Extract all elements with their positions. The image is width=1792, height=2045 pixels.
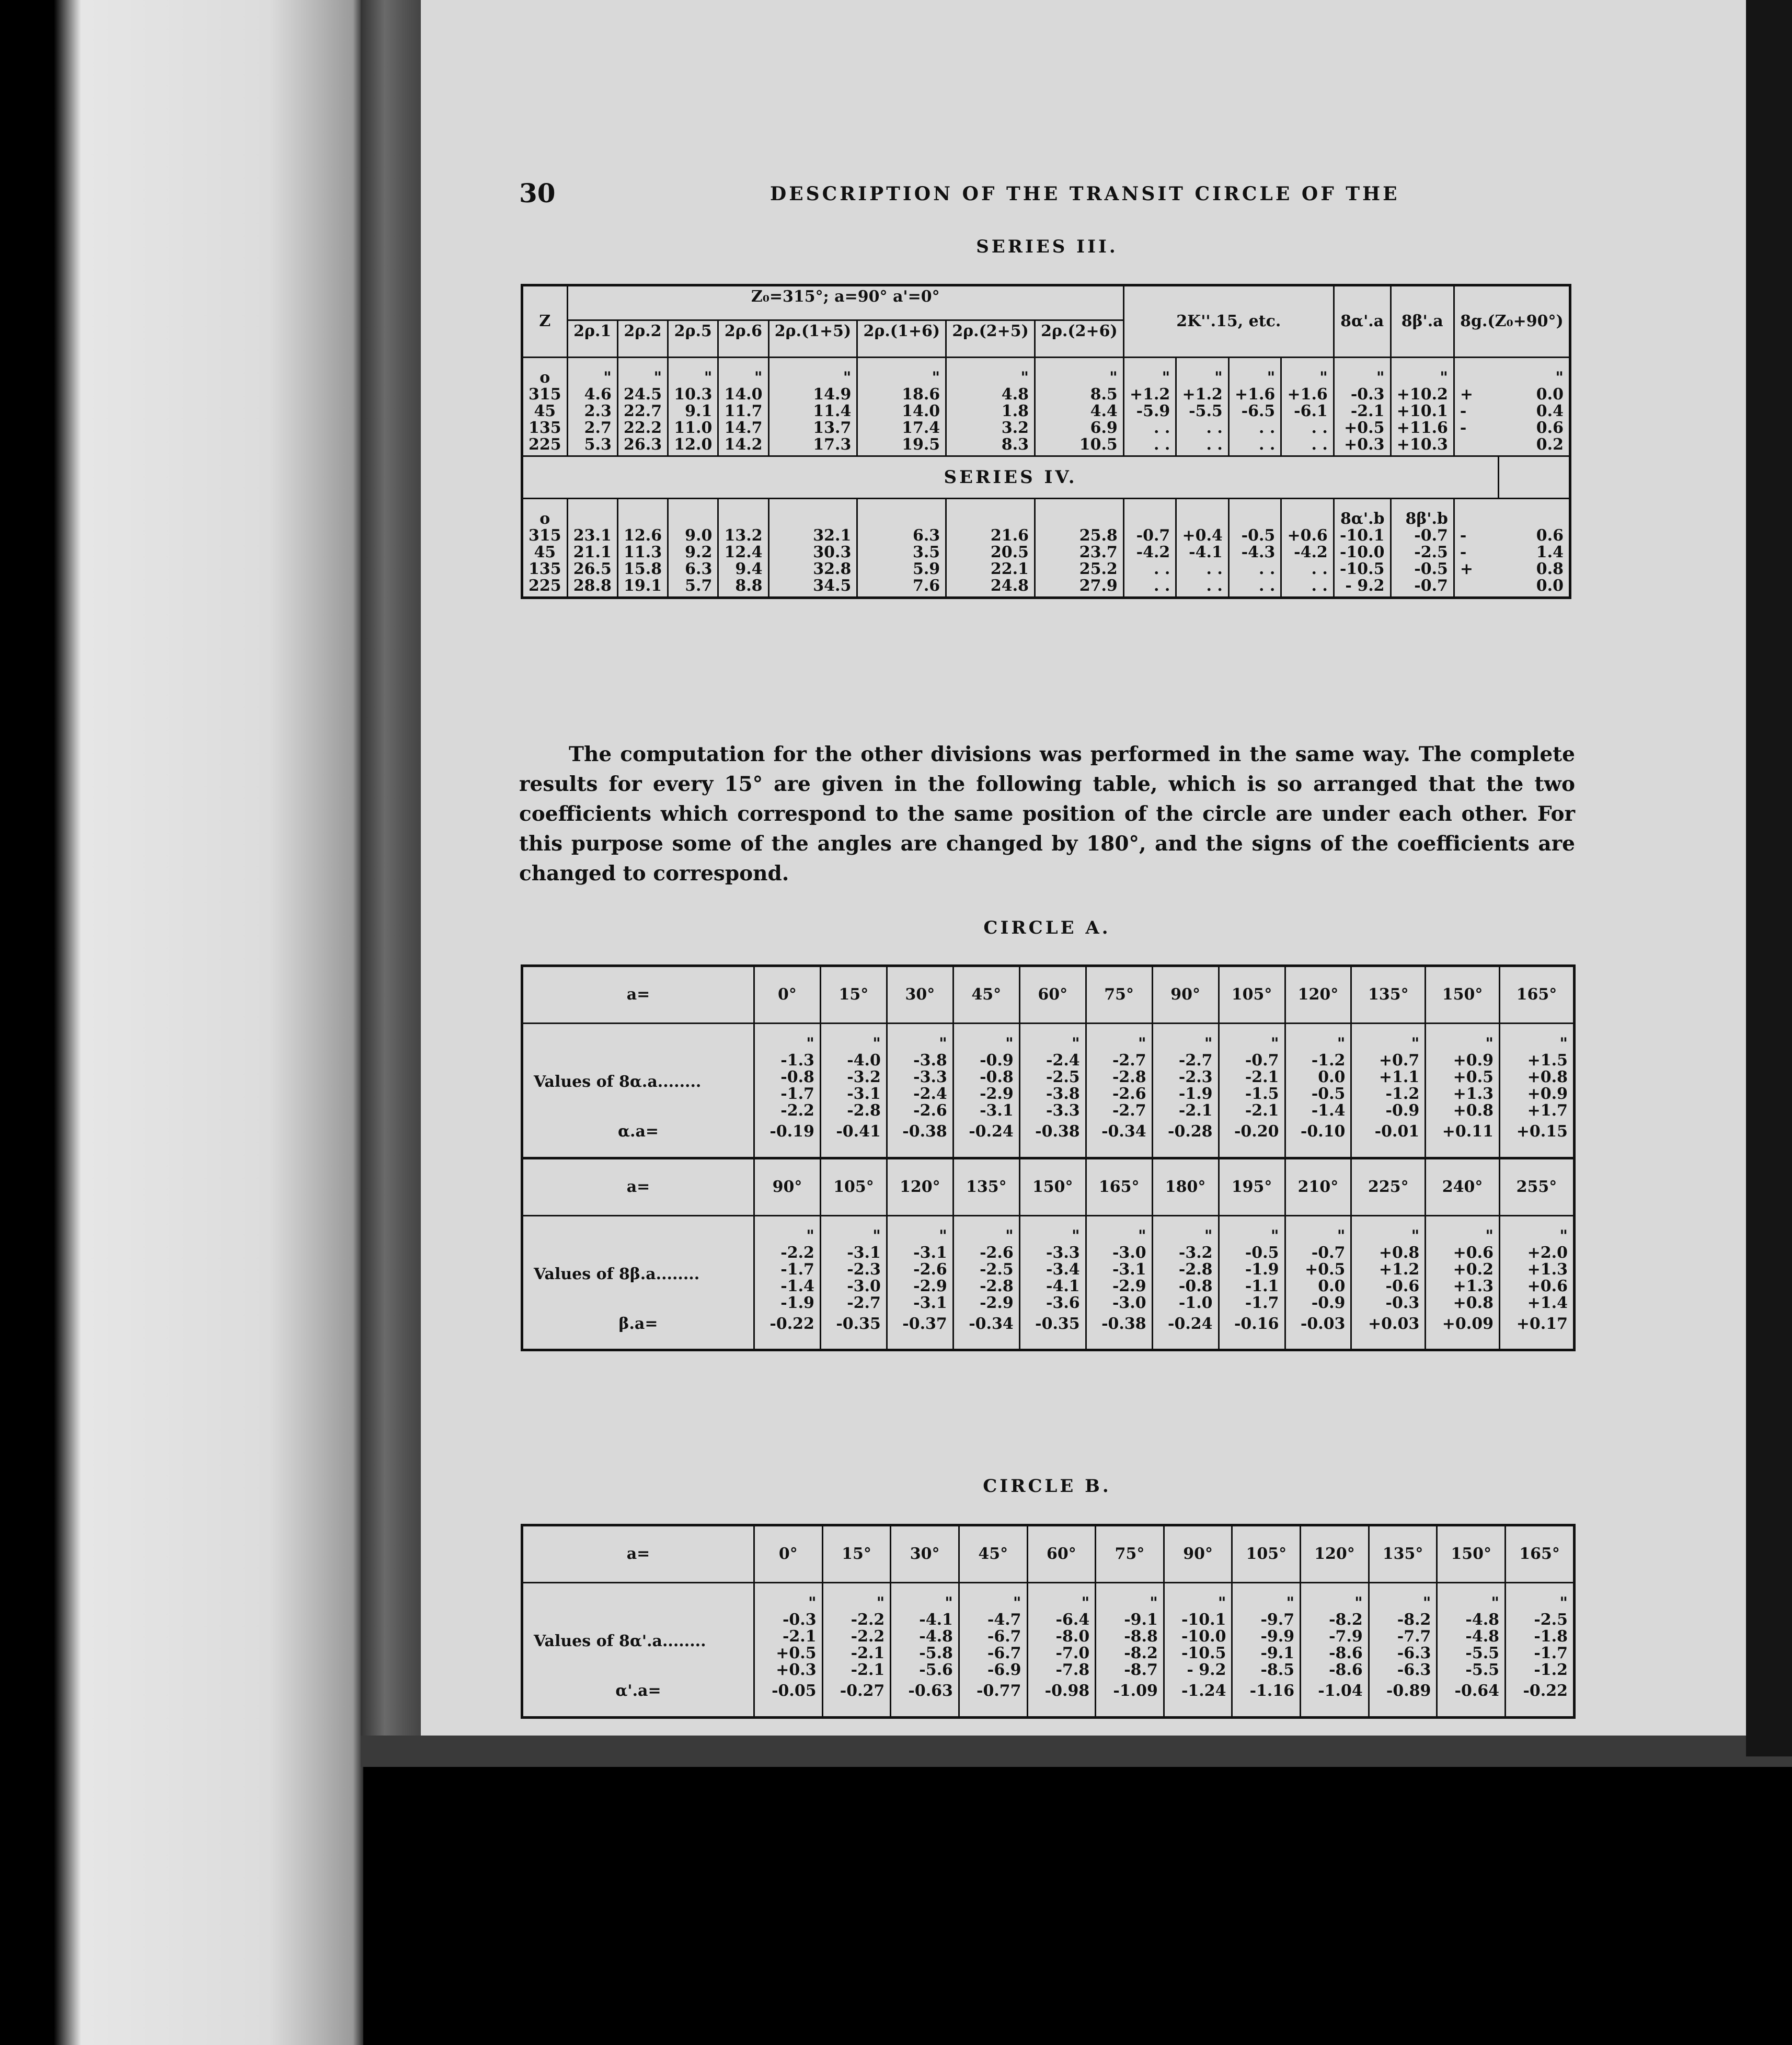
angle-row [522,1525,1575,1583]
mean-cell: -0.22 [754,1314,821,1350]
body-paragraph [519,740,1575,889]
mean-cell: +0.15 [1499,1121,1574,1158]
mean-cell: -0.89 [1369,1681,1437,1717]
mean-cell: -0.24 [953,1121,1019,1158]
unit-mark: " [1555,369,1564,387]
circle-a-table [521,964,1576,1351]
angle: 255° [1499,1158,1574,1215]
value-cell: " -0.5 -1.9 -1.1 -1.7 [1219,1215,1285,1314]
unit-mark: o [539,369,550,387]
angle: 45° [959,1525,1027,1583]
b8-cell [1391,358,1454,456]
angle: 240° [1426,1158,1500,1215]
values-label: Values of 8α.a........ [522,1024,754,1122]
series3-table [521,284,1571,599]
angle: 120° [1301,1525,1369,1583]
value-cell: " -4.0 -3.2 -3.1 -2.8 [820,1024,887,1122]
values-label: Values of 8β.a........ [522,1215,754,1314]
paragraph-text: The computation for the other divisions was performed in the same way. The complete results for every 15° are given in the following table, which is so arranged that the two coefficients which correspond to the same position of the circle are under each other. For this purpose some of the angles are changed by 180°, and the signs of the coefficients are changed to correspond. [519,742,1575,886]
angle: 135° [1369,1525,1437,1583]
value: -0.3 -2.1 +0.5 +0.3 [1344,385,1385,454]
value-cell: " -4.1 -4.8 -5.8 -5.6 [891,1583,959,1681]
unit-mark: " [754,369,763,387]
angle: 90° [1152,966,1219,1024]
angle: 30° [887,966,953,1024]
value-cell: " -2.7 -2.3 -1.9 -2.1 [1152,1024,1219,1122]
value-cell: " -2.6 -2.5 -2.8 -2.9 [953,1215,1019,1314]
mean-cell: -0.35 [1019,1314,1086,1350]
mean-cell: -0.41 [820,1121,887,1158]
angle: 135° [953,1158,1019,1215]
unit-mark: " [1214,369,1223,387]
value-cell: " +0.7 +1.1 -1.2 -0.9 [1351,1024,1426,1122]
data-cell [718,358,768,456]
z-cell: 315 45 135 225 [529,385,561,454]
z-values [522,358,568,456]
data-cell [857,358,946,456]
angle: 180° [1152,1158,1219,1215]
g8-cell [1499,358,1570,456]
value-cell: " -10.1 -10.0 -10.5 - 9.2 [1164,1583,1232,1681]
mean-cell: -1.04 [1301,1681,1369,1717]
series3-group-header: Z₀=315°; a=90° a'=0° [567,285,1123,320]
angle: 165° [1506,1525,1575,1583]
data-cell [668,358,718,456]
unit-mark: " [1376,369,1385,387]
mean-cell: -0.34 [1086,1121,1152,1158]
value-cell: " +1.5 +0.8 +0.9 +1.7 [1499,1024,1574,1122]
mean-cell: -0.05 [754,1681,823,1717]
angle: 150° [1426,966,1500,1024]
value: 14.0 11.7 14.7 14.2 [724,385,763,454]
data-cell: 32.1 30.3 32.8 34.5 [768,499,857,598]
angle: 150° [1019,1158,1086,1215]
unit-mark: " [603,369,612,387]
unit-mark: " [1109,369,1118,387]
mean-cell: -0.77 [959,1681,1027,1717]
a8-cell [1334,358,1391,456]
value-cell: " -8.2 -7.9 -8.6 -8.6 [1301,1583,1369,1681]
scan-edge [1746,0,1792,1756]
k-cell [1123,358,1176,456]
circle-a-caption: CIRCLE A. [983,917,1111,938]
mean-cell: +0.03 [1351,1314,1426,1350]
g8-sign-cell: + - - [1454,358,1498,456]
value-cell: " -3.1 -2.6 -2.9 -3.1 [887,1215,953,1314]
angle: 165° [1086,1158,1152,1215]
mean-label: β.a= [522,1314,754,1350]
angle: 60° [1027,1525,1096,1583]
angle: 105° [820,1158,887,1215]
value-cell: " -0.3 -2.1 +0.5 +0.3 [754,1583,823,1681]
unit-mark: " [1020,369,1029,387]
k-header: 2K''.15, etc. [1123,285,1334,358]
g8-cell: 0.6 1.4 0.8 0.0 [1499,499,1570,598]
mean-cell: -1.09 [1096,1681,1164,1717]
angle: 75° [1096,1525,1164,1583]
mean-cell: -0.38 [1086,1314,1152,1350]
unit-mark: " [1319,369,1328,387]
mean-cell: -0.27 [822,1681,891,1717]
col-header: 2ρ.1 [567,320,617,358]
z-header: Z [522,285,568,358]
angle: 0° [754,1525,823,1583]
value: 14.9 11.4 13.7 17.3 [813,385,852,454]
mean-cell: -0.37 [887,1314,953,1350]
unit-mark: " [1267,369,1276,387]
series4-data-row [522,499,1570,598]
g8-sign-cell: - - + [1454,499,1498,598]
value-cell: " -1.3 -0.8 -1.7 -2.2 [754,1024,821,1122]
book-gutter [361,0,421,1746]
angle: 45° [953,966,1019,1024]
angle-row-2 [522,1158,1575,1215]
col-header: 2ρ.(1+6) [857,320,946,358]
data-cell [768,358,857,456]
mean-cell: +0.11 [1426,1121,1500,1158]
col-8a-header: 8α'.a [1334,285,1391,358]
data-cell [567,358,617,456]
value-cell: " +2.0 +1.3 +0.6 +1.4 [1499,1215,1574,1314]
value-cell: " -4.8 -4.8 -5.5 -5.5 [1437,1583,1506,1681]
mean-label: α'.a= [522,1681,754,1717]
angle: 135° [1351,966,1426,1024]
angle: 15° [822,1525,891,1583]
data-cell: 21.6 20.5 22.1 24.8 [946,499,1035,598]
mean-row-2 [522,1314,1575,1350]
angle: 15° [820,966,887,1024]
mean-cell: -0.24 [1152,1314,1219,1350]
value-cell: " -0.7 +0.5 0.0 -0.9 [1285,1215,1351,1314]
value: 24.5 22.7 22.2 26.3 [624,385,662,454]
circle-b-table [521,1524,1576,1719]
k-cell: +0.6 -4.2 . . . . [1281,499,1334,598]
col-8b-header: 8β'.a [1391,285,1454,358]
angle: 120° [1285,966,1351,1024]
value: +1.2 -5.5 . . . . [1182,385,1223,454]
value: 4.8 1.8 3.2 8.3 [1001,385,1029,454]
value-cell: " -8.2 -7.7 -6.3 -6.3 [1369,1583,1437,1681]
mean-cell: -1.24 [1164,1681,1232,1717]
k-cell [1228,358,1281,456]
a-label: a= [522,1158,754,1215]
data-cell: 25.8 23.7 25.2 27.9 [1035,499,1124,598]
value-cell: " -9.1 -8.8 -8.2 -8.7 [1096,1583,1164,1681]
mean-cell: -0.19 [754,1121,821,1158]
running-head: DESCRIPTION OF THE TRANSIT CIRCLE OF THE [770,183,1400,205]
value-cell: " -3.3 -3.4 -4.1 -3.6 [1019,1215,1086,1314]
angle: 75° [1086,966,1152,1024]
angle: 60° [1019,966,1086,1024]
mean-cell: -0.01 [1351,1121,1426,1158]
series3-caption: SERIES III. [976,236,1118,257]
value-cell: " -3.0 -3.1 -2.9 -3.0 [1086,1215,1152,1314]
a-label: a= [522,966,754,1024]
value: +1.2 -5.9 . . . . [1129,385,1170,454]
value-cell: " -0.9 -0.8 -2.9 -3.1 [953,1024,1019,1122]
z-values: o 315 45 135 225 [522,499,568,598]
data-cell: 6.3 3.5 5.9 7.6 [857,499,946,598]
k-cell [1176,358,1229,456]
value-cell: " -2.5 -1.8 -1.7 -1.2 [1506,1583,1575,1681]
values-label: Values of 8α'.a........ [522,1583,754,1681]
angle: 165° [1499,966,1574,1024]
angle: 0° [754,966,821,1024]
value-cell: " +0.8 +1.2 -0.6 -0.3 [1351,1215,1426,1314]
unit-mark: " [843,369,852,387]
col-header: 2ρ.(2+6) [1035,320,1124,358]
b8-cell: 8β'.b -0.7 -2.5 -0.5 -0.7 [1391,499,1454,598]
data-cell [946,358,1035,456]
data-cell [1035,358,1124,456]
value-cell: " -2.2 -2.2 -2.1 -2.1 [822,1583,891,1681]
angle: 120° [887,1158,953,1215]
angle: 105° [1232,1525,1301,1583]
mean-row-1 [522,1121,1575,1158]
data-cell: 9.0 9.2 6.3 5.7 [668,499,718,598]
unit-mark: " [704,369,713,387]
mean-cell: -0.20 [1219,1121,1285,1158]
angle: 90° [754,1158,821,1215]
mean-row [522,1681,1575,1717]
data-cell [617,358,668,456]
angle-row-1 [522,966,1575,1024]
value-cell: " -3.8 -3.3 -2.4 -2.6 [887,1024,953,1122]
data-cell: 12.6 11.3 15.8 19.1 [617,499,668,598]
value-cell: " -0.7 -2.1 -1.5 -2.1 [1219,1024,1285,1122]
mean-cell: -0.03 [1285,1314,1351,1350]
value: 8.5 4.4 6.9 10.5 [1079,385,1118,454]
a8-cell: 8α'.b -10.1 -10.0 -10.5 - 9.2 [1334,499,1391,598]
k-cell: +0.4 -4.1 . . . . [1176,499,1229,598]
mean-cell: -0.28 [1152,1121,1219,1158]
value: 10.3 9.1 11.0 12.0 [674,385,713,454]
angle: 30° [891,1525,959,1583]
value-cell: " -2.4 -2.5 -3.8 -3.3 [1019,1024,1086,1122]
mean-cell: -0.64 [1437,1681,1506,1717]
mean-cell: -0.63 [891,1681,959,1717]
mean-cell: -0.38 [887,1121,953,1158]
angle: 105° [1219,966,1285,1024]
k-cell [1281,358,1334,456]
facing-page-edge [50,0,363,2045]
value-cell: " -6.4 -8.0 -7.0 -7.8 [1027,1583,1096,1681]
value-cell: " -3.2 -2.8 -0.8 -1.0 [1152,1215,1219,1314]
value: +1.6 -6.5 . . . . [1234,385,1276,454]
mean-cell: -0.16 [1219,1314,1285,1350]
values-row-2 [522,1215,1575,1314]
data-cell: 23.1 21.1 26.5 28.8 [567,499,617,598]
angle: 225° [1351,1158,1426,1215]
value: 18.6 14.0 17.4 19.5 [902,385,940,454]
value-cell: " -2.2 -1.7 -1.4 -1.9 [754,1215,821,1314]
mean-label: α.a= [522,1121,754,1158]
k-cell: -0.5 -4.3 . . . . [1228,499,1281,598]
unit-mark: " [1440,369,1448,387]
series3-data-row [522,358,1570,456]
value-cell: " -1.2 0.0 -0.5 -1.4 [1285,1024,1351,1122]
mean-cell: -0.22 [1506,1681,1575,1717]
mean-cell: +0.17 [1499,1314,1574,1350]
col-header: 2ρ.5 [668,320,718,358]
angle: 150° [1437,1525,1506,1583]
mean-cell: -0.35 [820,1314,887,1350]
a-label: a= [522,1525,754,1583]
value-cell: " -2.7 -2.8 -2.6 -2.7 [1086,1024,1152,1122]
page-number: 30 [519,178,556,209]
value-cell: " -3.1 -2.3 -3.0 -2.7 [820,1215,887,1314]
col-header: 2ρ.6 [718,320,768,358]
angle: 210° [1285,1158,1351,1215]
col-8g-header: 8g.(Z₀+90°) [1454,285,1570,358]
page-shadow [361,1736,1792,1767]
value: 0.0 0.4 0.6 0.2 [1536,385,1564,454]
value: 4.6 2.3 2.7 5.3 [584,385,612,454]
value: +10.2 +10.1 +11.6 +10.3 [1396,385,1448,454]
angle: 195° [1219,1158,1285,1215]
angle: 90° [1164,1525,1232,1583]
values-row [522,1583,1575,1681]
mean-cell: -0.34 [953,1314,1019,1350]
value-cell: " +0.9 +0.5 +1.3 +0.8 [1426,1024,1500,1122]
mean-cell: -1.16 [1232,1681,1301,1717]
value: +1.6 -6.1 . . . . [1287,385,1328,454]
unit-mark: " [932,369,940,387]
col-header: 2ρ.(1+5) [768,320,857,358]
mean-cell: -0.10 [1285,1121,1351,1158]
unit-mark: " [653,369,662,387]
value-cell: " +0.6 +0.2 +1.3 +0.8 [1426,1215,1500,1314]
mean-cell: -0.38 [1019,1121,1086,1158]
mean-cell: -0.98 [1027,1681,1096,1717]
k-cell: -0.7 -4.2 . . . . [1123,499,1176,598]
value-cell: " -4.7 -6.7 -6.7 -6.9 [959,1583,1027,1681]
value-cell: " -9.7 -9.9 -9.1 -8.5 [1232,1583,1301,1681]
series4-caption: SERIES IV. [522,456,1499,499]
mean-cell: +0.09 [1426,1314,1500,1350]
circle-b-caption: CIRCLE B. [983,1476,1111,1497]
unit-mark: " [1162,369,1170,387]
values-row-1 [522,1024,1575,1122]
data-cell: 13.2 12.4 9.4 8.8 [718,499,768,598]
col-header: 2ρ.2 [617,320,668,358]
col-header: 2ρ.(2+5) [946,320,1035,358]
